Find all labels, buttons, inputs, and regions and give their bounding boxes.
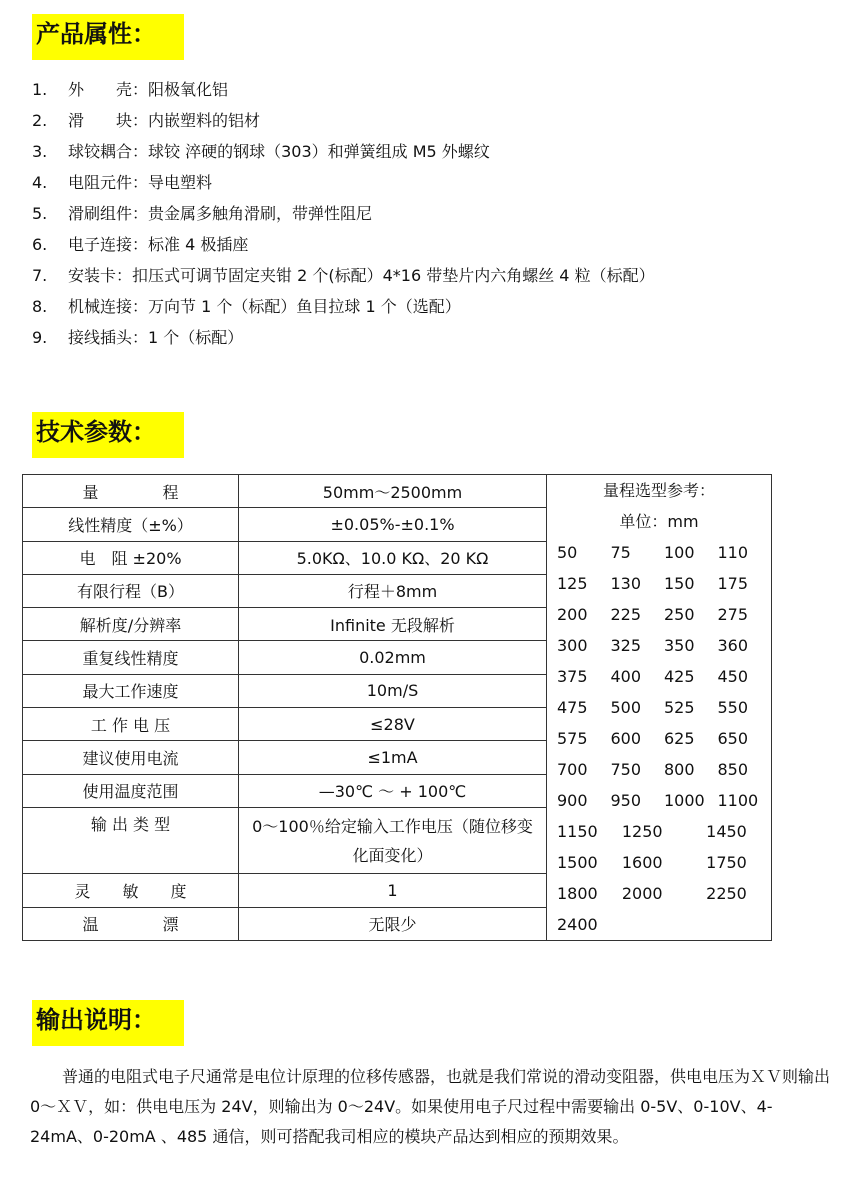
range-value: 700 xyxy=(557,760,588,779)
range-row xyxy=(547,723,771,754)
range-value: 400 xyxy=(610,667,642,686)
range-value: 275 xyxy=(717,605,749,624)
range-row xyxy=(547,909,771,940)
spec-value: 5.0KΩ、10.0 KΩ、20 KΩ xyxy=(239,541,547,574)
property-text: 电阻元件：导电塑料 xyxy=(68,173,213,192)
range-value: 125 xyxy=(557,574,588,593)
section-heading-tech: 技术参数： xyxy=(32,412,184,458)
range-row xyxy=(547,754,771,785)
property-text: 接线插头：1 个（标配） xyxy=(68,328,244,347)
range-value: 110 xyxy=(717,543,749,562)
spec-label: 输 出 类 型 xyxy=(23,807,239,874)
range-row xyxy=(547,537,771,568)
range-value: 1600 xyxy=(621,853,663,872)
range-value: 1500 xyxy=(557,853,598,872)
spec-label: 有限行程（B） xyxy=(23,574,239,607)
spec-label: 温 漂 xyxy=(23,907,239,940)
range-value: 1100 xyxy=(717,791,759,810)
range-value: 350 xyxy=(664,636,695,655)
range-value: 75 xyxy=(610,543,631,562)
range-value: 360 xyxy=(717,636,749,655)
range-row xyxy=(547,630,771,661)
range-value: 850 xyxy=(717,760,749,779)
spec-table xyxy=(22,474,772,941)
range-value: 950 xyxy=(610,791,642,810)
range-value: 225 xyxy=(610,605,642,624)
property-number: 7. xyxy=(32,266,48,285)
range-value: 1250 xyxy=(621,822,663,841)
range-value: 800 xyxy=(664,760,695,779)
range-value: 475 xyxy=(557,698,588,717)
property-number: 3. xyxy=(32,142,48,161)
range-row xyxy=(547,816,771,847)
spec-value: 行程＋8mm xyxy=(239,574,547,607)
range-row xyxy=(547,661,771,692)
output-description: 普通的电阻式电子尺通常是电位计原理的位移传感器，也就是我们常说的滑动变阻器，供电电压为ＸＶ则输出 0～ＸＶ，如：供电电压为 24V，则输出为 0～24V。如果使用电子尺过程中需要输出 0-5V、0-10V、4-24mA、0-20mA 、485 通信，则可搭配我司相应的模块产品达到相应的预期效果。 xyxy=(30,1067,831,1146)
range-value: 2000 xyxy=(621,884,663,903)
property-number: 4. xyxy=(32,173,48,192)
range-value: 625 xyxy=(664,729,695,748)
range-row xyxy=(547,568,771,599)
property-text: 球铰耦合：球铰 淬硬的钢球（303）和弹簧组成 M5 外螺纹 xyxy=(68,142,490,161)
property-text: 滑 块：内嵌塑料的铝材 xyxy=(68,111,261,130)
property-number: 6. xyxy=(32,235,48,254)
range-value: 1800 xyxy=(557,884,598,903)
range-row xyxy=(547,692,771,723)
property-number: 2. xyxy=(32,111,48,130)
range-value: 500 xyxy=(610,698,642,717)
range-value: 450 xyxy=(717,667,749,686)
property-text: 安装卡：扣压式可调节固定夹钳 2 个(标配）4*16 带垫片内六角螺丝 4 粒（标配） xyxy=(68,266,655,285)
range-value: 150 xyxy=(664,574,695,593)
range-value: 375 xyxy=(557,667,588,686)
range-value: 325 xyxy=(610,636,642,655)
spec-label: 量 程 xyxy=(23,475,239,508)
range-reference-unit: 单位：mm xyxy=(619,512,699,531)
property-item xyxy=(32,200,655,231)
range-row xyxy=(547,847,771,878)
spec-value: 10m/S xyxy=(239,674,547,707)
spec-label: 重复线性精度 xyxy=(23,641,239,674)
spec-value: 0.02mm xyxy=(239,641,547,674)
range-value: 1450 xyxy=(706,822,747,841)
property-text: 外 壳：阳极氧化铝 xyxy=(68,80,229,99)
spec-label: 使用温度范围 xyxy=(23,774,239,807)
spec-value: 0～100％给定输入工作电压（随位移变化面变化） xyxy=(239,807,547,874)
spec-label: 线性精度（±%） xyxy=(23,508,239,541)
spec-label: 电 阻 ±20% xyxy=(23,541,239,574)
spec-value: —30℃ ～ + 100℃ xyxy=(239,774,547,807)
spec-value: Infinite 无段解析 xyxy=(239,608,547,641)
property-number: 1. xyxy=(32,80,48,99)
property-text: 电子连接：标准 4 极插座 xyxy=(68,235,249,254)
range-value: 130 xyxy=(610,574,642,593)
section-heading-product: 产品属性： xyxy=(32,14,184,60)
property-number: 8. xyxy=(32,297,48,316)
range-value: 650 xyxy=(717,729,749,748)
range-value: 100 xyxy=(664,543,695,562)
range-value: 900 xyxy=(557,791,588,810)
spec-label: 建议使用电流 xyxy=(23,741,239,774)
property-list xyxy=(32,76,655,355)
property-number: 5. xyxy=(32,204,48,223)
range-value: 1750 xyxy=(706,853,747,872)
range-value: 425 xyxy=(664,667,695,686)
property-item xyxy=(32,262,655,293)
range-value: 2400 xyxy=(557,915,598,934)
spec-label: 解析度/分辨率 xyxy=(23,608,239,641)
spec-value: ≤28V xyxy=(239,707,547,740)
property-item xyxy=(32,293,655,324)
property-item xyxy=(32,76,655,107)
spec-value: ≤1mA xyxy=(239,741,547,774)
range-value: 525 xyxy=(664,698,695,717)
property-item xyxy=(32,138,655,169)
range-value: 1150 xyxy=(557,822,598,841)
range-value: 300 xyxy=(557,636,588,655)
spec-value: ±0.05%-±0.1% xyxy=(239,508,547,541)
range-value: 175 xyxy=(717,574,749,593)
property-item xyxy=(32,169,655,200)
range-value: 250 xyxy=(664,605,695,624)
range-reference-title: 量程选型参考： xyxy=(602,481,715,500)
spec-row xyxy=(23,475,772,508)
property-item xyxy=(32,107,655,138)
property-item xyxy=(32,324,655,355)
range-row xyxy=(547,599,771,630)
spec-label: 最大工作速度 xyxy=(23,674,239,707)
range-reference xyxy=(547,475,772,941)
property-text: 机械连接：万向节 1 个（标配）鱼目拉球 1 个（选配） xyxy=(68,297,461,316)
spec-value: 1 xyxy=(239,874,547,907)
range-row xyxy=(547,878,771,909)
spec-value: 50mm～2500mm xyxy=(239,475,547,508)
range-value: 550 xyxy=(717,698,749,717)
range-value: 2250 xyxy=(706,884,747,903)
property-text: 滑刷组件：贵金属多触角滑刷，带弹性阻尼 xyxy=(68,204,373,223)
range-value: 1000 xyxy=(664,791,705,810)
range-value: 575 xyxy=(557,729,588,748)
range-value: 600 xyxy=(610,729,642,748)
spec-label: 灵 敏 度 xyxy=(23,874,239,907)
spec-value: 无限少 xyxy=(239,907,547,940)
range-row xyxy=(547,785,771,816)
range-value: 50 xyxy=(557,543,578,562)
range-value: 200 xyxy=(557,605,588,624)
spec-label: 工 作 电 压 xyxy=(23,707,239,740)
property-number: 9. xyxy=(32,328,48,347)
property-item xyxy=(32,231,655,262)
section-heading-output: 输出说明： xyxy=(32,1000,184,1046)
range-value: 750 xyxy=(610,760,642,779)
